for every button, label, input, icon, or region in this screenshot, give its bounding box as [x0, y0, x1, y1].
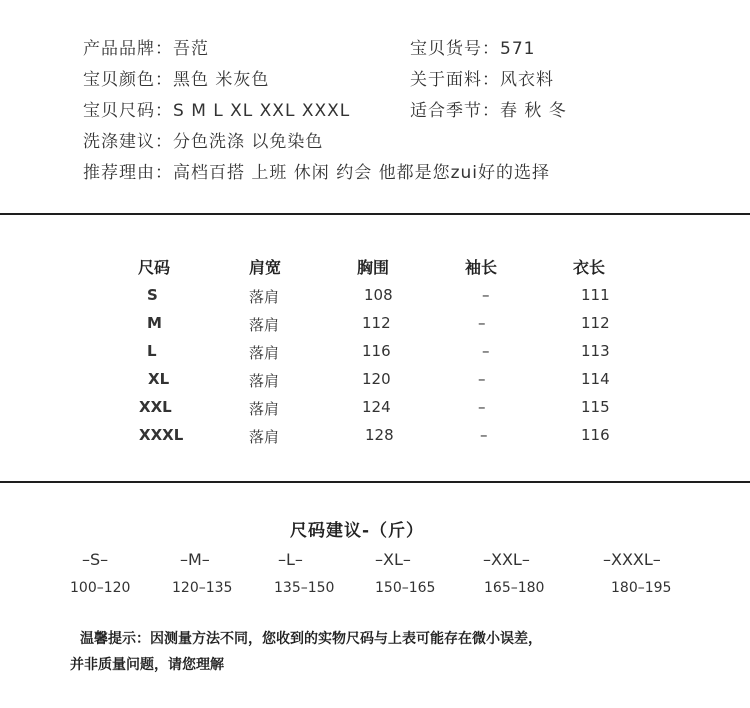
table-cell-length: 114: [581, 370, 610, 388]
recommend-size-label: –XXXL–: [603, 550, 661, 569]
brand-line: 产品品牌：吾范: [83, 39, 209, 59]
header-chest: 胸围: [357, 258, 390, 277]
recommend-weight-range: 135–150: [274, 580, 335, 596]
divider-top: [0, 213, 750, 215]
table-cell-sleeve: –: [480, 426, 488, 444]
size-recommendation-title: 尺码建议-（斤）: [290, 521, 425, 541]
table-cell-size: XXL: [139, 398, 172, 416]
table-cell-chest: 112: [362, 314, 391, 332]
notice-line-1: 温馨提示：因测量方法不同，您收到的实物尺码与上表可能存在微小误差，: [80, 631, 542, 647]
table-cell-length: 116: [581, 426, 610, 444]
table-cell-chest: 128: [365, 426, 394, 444]
header-shoulder: 肩宽: [249, 258, 282, 277]
header-size: 尺码: [138, 258, 171, 277]
table-cell-sleeve: –: [478, 314, 486, 332]
table-cell-shoulder: 落肩: [249, 400, 280, 418]
notice-line-2: 并非质量问题，请您理解: [70, 657, 224, 673]
table-cell-shoulder: 落肩: [249, 372, 280, 390]
table-cell-sleeve: –: [478, 370, 486, 388]
header-sleeve: 袖长: [465, 258, 498, 277]
recommend-size-label: –S–: [82, 550, 109, 569]
table-cell-shoulder: 落肩: [249, 316, 280, 334]
table-cell-chest: 120: [362, 370, 391, 388]
recommend-reason-line: 推荐理由：高档百搭 上班 休闲 约会 他都是您zui好的选择: [83, 163, 551, 183]
table-cell-shoulder: 落肩: [249, 428, 280, 446]
fabric-line: 关于面料：风衣料: [410, 70, 554, 90]
wash-line: 洗涤建议：分色洗涤 以免染色: [83, 132, 324, 152]
recommend-size-label: –XL–: [375, 550, 411, 569]
table-cell-sleeve: –: [478, 398, 486, 416]
recommend-weight-range: 180–195: [611, 580, 672, 596]
table-cell-length: 115: [581, 398, 610, 416]
color-line: 宝贝颜色：黑色 米灰色: [83, 70, 270, 90]
table-cell-sleeve: –: [482, 286, 490, 304]
table-cell-length: 111: [581, 286, 610, 304]
header-length: 衣长: [573, 258, 606, 277]
table-cell-length: 112: [581, 314, 610, 332]
table-cell-chest: 116: [362, 342, 391, 360]
table-cell-size: XXXL: [139, 426, 184, 444]
recommend-weight-range: 150–165: [375, 580, 436, 596]
recommend-size-label: –L–: [278, 550, 303, 569]
table-cell-length: 113: [581, 342, 610, 360]
recommend-weight-range: 120–135: [172, 580, 233, 596]
table-cell-size: L: [147, 342, 157, 360]
table-cell-chest: 108: [364, 286, 393, 304]
season-line: 适合季节：春 秋 冬: [410, 101, 567, 121]
table-cell-size: S: [147, 286, 158, 304]
recommend-weight-range: 100–120: [70, 580, 131, 596]
recommend-size-label: –M–: [180, 550, 210, 569]
table-cell-sleeve: –: [482, 342, 490, 360]
table-cell-size: M: [147, 314, 162, 332]
size-line: 宝贝尺码：S M L XL XXL XXXL: [83, 101, 351, 121]
table-cell-shoulder: 落肩: [249, 288, 280, 306]
table-cell-shoulder: 落肩: [249, 344, 280, 362]
recommend-weight-range: 165–180: [484, 580, 545, 596]
table-cell-chest: 124: [362, 398, 391, 416]
table-cell-size: XL: [148, 370, 170, 388]
item-number-line: 宝贝货号：571: [410, 39, 536, 59]
recommend-size-label: –XXL–: [483, 550, 530, 569]
divider-bottom: [0, 481, 750, 483]
